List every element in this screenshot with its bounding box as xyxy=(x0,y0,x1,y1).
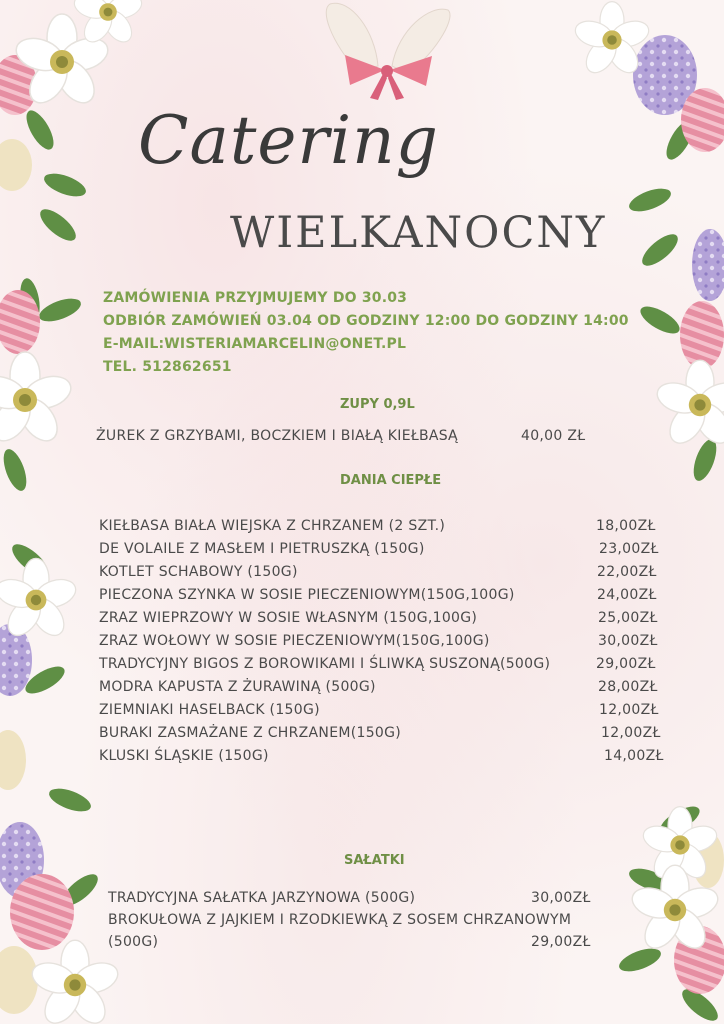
menu-item xyxy=(96,425,596,447)
menu-item-name: KOTLET SCHABOWY (150G) xyxy=(99,564,298,580)
menu-item-name: TRADYCYJNY BIGOS Z BOROWIKAMI I ŚLIWKĄ SUSZONĄ(500G) xyxy=(99,656,551,672)
menu-item xyxy=(99,538,669,560)
pickup-info: ODBIÓR ZAMÓWIEŃ 03.04 OD GODZINY 12:00 DO GODZINY 14:00 xyxy=(103,313,629,329)
menu-item xyxy=(99,584,669,606)
menu-item-name: BURAKI ZASMAŻANE Z CHRZANEM(150G) xyxy=(99,725,402,741)
menu-item-price: 29,00ZŁ xyxy=(596,656,656,672)
menu-item-price: 30,00ZŁ xyxy=(531,890,591,906)
menu-item-name: KIEŁBASA BIAŁA WIEJSKA Z CHRZANEM (2 SZT.) xyxy=(99,518,446,534)
menu-item-name: ZRAZ WIEPRZOWY W SOSIE WŁASNYM (150G,100G) xyxy=(99,610,478,626)
phone-contact: TEL. 512862651 xyxy=(103,359,232,375)
menu-item-name: BROKUŁOWA Z JAJKIEM I RZODKIEWKĄ Z SOSEM CHRZANOWYM xyxy=(108,912,572,928)
script-title: Catering xyxy=(138,102,439,179)
menu-item-price: 22,00ZŁ xyxy=(597,564,657,580)
bunny-ears-icon xyxy=(326,3,450,74)
menu-item xyxy=(108,887,598,909)
menu-item xyxy=(99,722,669,744)
menu-item-price: 23,00ZŁ xyxy=(599,541,659,557)
order-deadline: ZAMÓWIENIA PRZYJMUJEMY DO 30.03 xyxy=(103,290,408,306)
menu-item-price: 28,00ZŁ xyxy=(598,679,658,695)
section-heading-soups: ZUPY 0,9L xyxy=(340,397,415,412)
menu-item-price: 30,00ZŁ xyxy=(598,633,658,649)
menu-item-price: 24,00ZŁ xyxy=(597,587,657,603)
email-contact: E-MAIL:WISTERIAMARCELIN@ONET.PL xyxy=(103,336,407,352)
menu-item-price: 29,00ZŁ xyxy=(531,934,591,950)
menu-item-continued xyxy=(108,931,598,953)
menu-item-price: 14,00ZŁ xyxy=(604,748,664,764)
menu-item-price: 12,00ZŁ xyxy=(599,702,659,718)
menu-item-name: ZIEMNIAKI HASELBACK (150G) xyxy=(99,702,320,718)
main-title: WIELKANOCNY xyxy=(230,208,607,258)
menu-item xyxy=(99,676,669,698)
menu-item-price: 40,00 ZŁ xyxy=(521,428,586,444)
menu-item xyxy=(108,909,598,931)
menu-item-name: TRADYCYJNA SAŁATKA JARZYNOWA (500G) xyxy=(108,890,416,906)
menu-item xyxy=(99,630,669,652)
menu-item-name: ZRAZ WOŁOWY W SOSIE PIECZENIOWYM(150G,100G) xyxy=(99,633,490,649)
menu-item-name: ŻUREK Z GRZYBAMI, BOCZKIEM I BIAŁĄ KIEŁBASĄ xyxy=(96,428,458,444)
order-info xyxy=(103,287,629,379)
menu-item-price: 12,00ZŁ xyxy=(601,725,661,741)
menu-item xyxy=(99,745,669,767)
menu-item-name: PIECZONA SZYNKA W SOSIE PIECZENIOWYM(150G,100G) xyxy=(99,587,515,603)
menu-item-name: KLUSKI ŚLĄSKIE (150G) xyxy=(99,748,269,764)
section-heading-salads: SAŁATKI xyxy=(344,853,405,868)
menu-item xyxy=(99,653,669,675)
menu-item-price: 18,00ZŁ xyxy=(596,518,656,534)
menu-item xyxy=(99,699,669,721)
menu-item xyxy=(99,515,669,537)
menu-item xyxy=(99,561,669,583)
menu-item-name-continued: (500G) xyxy=(108,934,159,950)
section-heading-hot: DANIA CIEPŁE xyxy=(340,473,442,488)
menu-item-name: DE VOLAILE Z MASŁEM I PIETRUSZKĄ (150G) xyxy=(99,541,425,557)
menu-item xyxy=(99,607,669,629)
menu-item-name: MODRA KAPUSTA Z ŻURAWINĄ (500G) xyxy=(99,679,376,695)
menu-item-price: 25,00ZŁ xyxy=(598,610,658,626)
